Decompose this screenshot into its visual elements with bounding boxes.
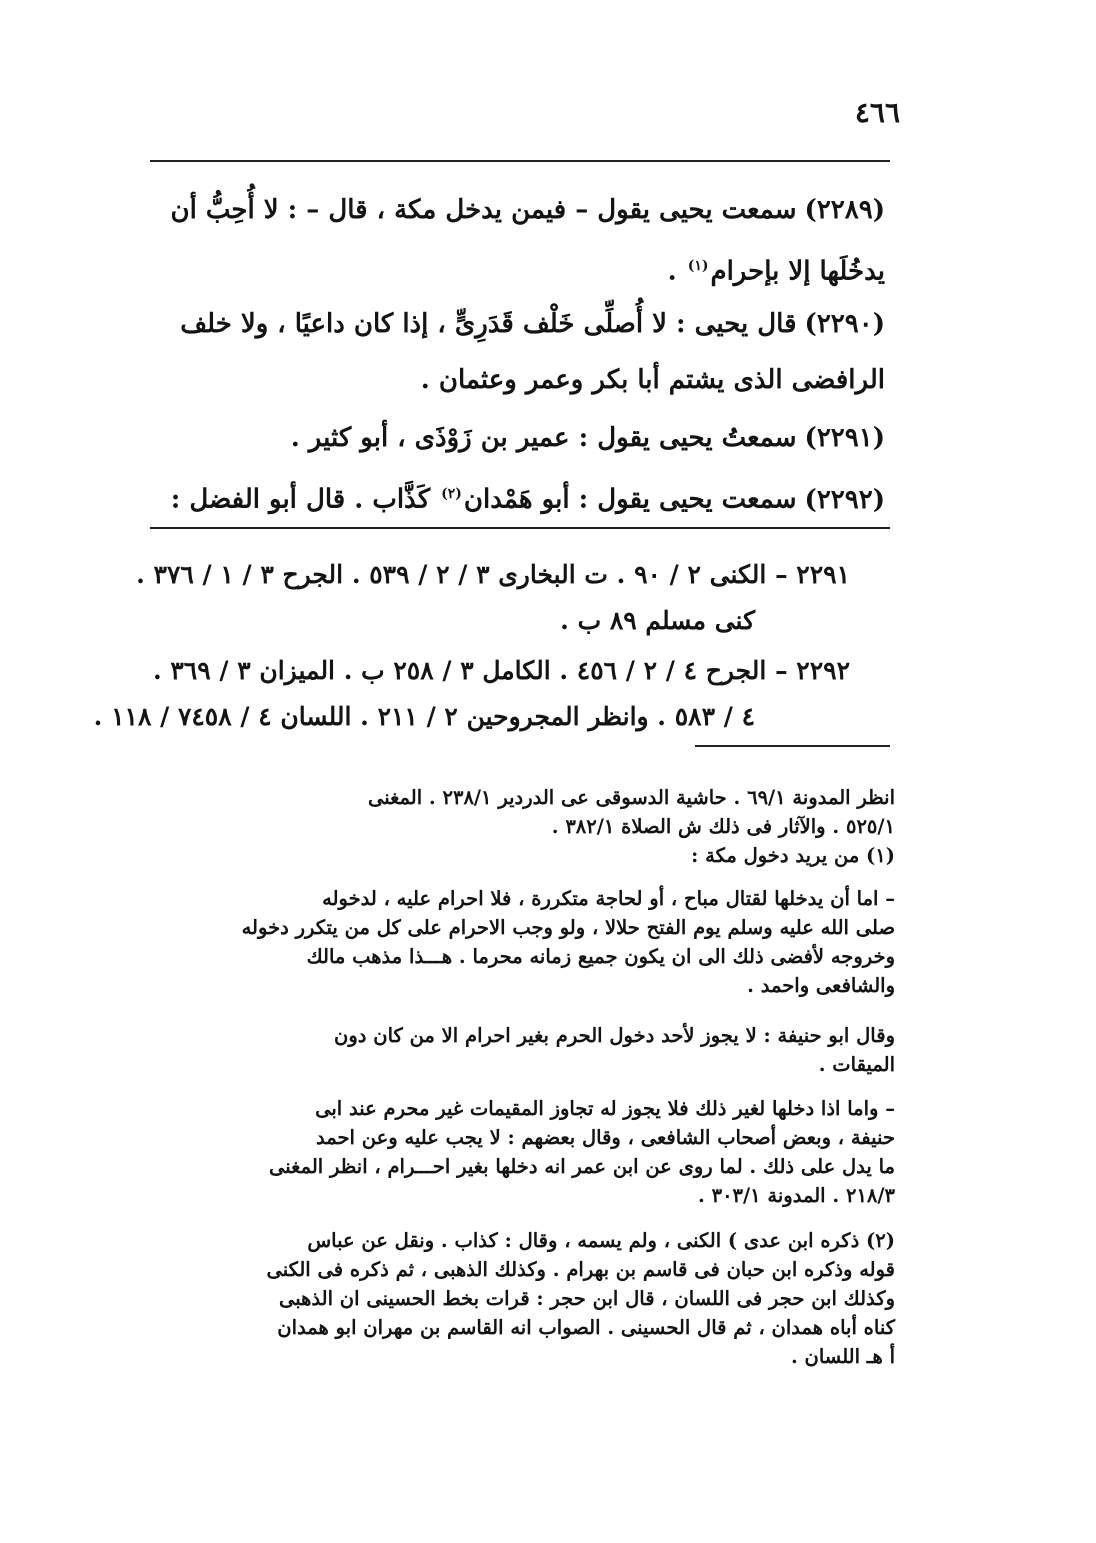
footnote-line: ٥٢٥/١ . والآثار فى ذلك ش الصلاة ٣٨٢/١ . (551, 815, 895, 838)
footnote-line: – اما أن يدخلها لقتال مباح ، أو لحاجة متكررة ، فلا احرام عليه ، لدخوله (322, 887, 895, 910)
footnote-line: – واما اذا دخلها لغير ذلك فلا يجوز له تجاوز المقيمات غير محرم عند ابى (315, 1097, 895, 1120)
footnote-line: كناه أباه همدان ، ثم قال الحسينى . الصواب انه القاسم بن مهران ابو همدان (277, 1316, 895, 1339)
footnote-line: وقال ابو حنيفة : لا يجوز لأحد دخول الحرم بغير احرام الا من كان دون (334, 1024, 895, 1047)
entry-text: كَذَّاب . قال أبو الفضل : (170, 484, 440, 515)
entry-2290 (150, 296, 885, 352)
footnote-intro (150, 783, 895, 870)
footnote-line: وكذلك ابن حجر فى اللسان ، قال ابن حجر : قرات بخط الحسينى ان الذهبى (278, 1287, 895, 1310)
footnote-line: صلى الله عليه وسلم يوم الفتح حلالا ، ولو وجب الاحرام على كل من يتكرر دخوله (241, 916, 895, 939)
entry-2290-continuation: الرافضى الذى يشتم أبا بكر وعمر وعثمان . (420, 365, 885, 395)
entry-2289 (150, 182, 885, 238)
footnote-2 (150, 1226, 895, 1371)
footnote-line: حنيفة ، وبعض أصحاب الشافعى ، وقال بعضهم : لا يجب عليه وعن احمد (315, 1126, 895, 1149)
entry-number: (٢٢٨٩) (804, 195, 885, 225)
entry-text: يدخُلَها إلا بإحرام (710, 256, 885, 287)
header-rule (150, 160, 890, 162)
source-2292: ٢٢٩٢ – الجرح ٤ / ٢ / ٤٥٦ . الكامل ٣ / ٢٥٨ ب . الميزان ٣ / ٣٦٩ . (152, 656, 850, 685)
footnote-1-paragraph-2 (150, 1021, 895, 1079)
entry-2291 (150, 410, 885, 466)
footnote-line: (٢) ذكره ابن عدى ) الكنى ، ولم يسمه ، وقال : كذاب . ونقل عن عباس (307, 1229, 895, 1252)
entry-text: سمعت يحيى يقول : أبو هَمْدان (463, 484, 797, 515)
footnote-1-heading: (١) من يريد دخول مكة : (691, 844, 895, 867)
footnote-line: الميقات . (818, 1053, 895, 1076)
entry-number: (٢٢٩١) (804, 423, 885, 453)
footnotes-rule (695, 745, 890, 747)
entry-text: قال يحيى : لا أُصلِّى خَلْف قَدَرِىٍّ ، إذا كان داعيًا ، ولا خلف (180, 309, 797, 339)
footnote-line: أ هـ اللسان . (790, 1345, 895, 1368)
source-2291-continuation: كنى مسلم ٨٩ ب . (560, 606, 755, 635)
footnote-ref-2[interactable]: (٢) (441, 486, 462, 502)
footnote-line: وخروجه لأفضى ذلك الى ان يكون جميع زمانه محرما . هـــذا مذهب مالك (306, 945, 895, 968)
source-2291: ٢٢٩١ – الكنى ٢ / ٩٠ . ت البخارى ٣ / ٢ / ٥٣٩ . الجرح ٣ / ١ / ٣٧٦ . (136, 560, 850, 589)
entry-number: (٢٢٩٠) (804, 309, 885, 339)
footnote-line: قوله وذكره ابن حبان فى قاسم بن بهرام . وكذلك الذهبى ، ثم ذكره فى الكنى (266, 1258, 895, 1281)
entry-2292 (150, 466, 885, 528)
footnote-1-paragraph-3 (150, 1094, 895, 1210)
entry-2289-continuation (150, 238, 885, 300)
footnote-ref-1[interactable]: (١) (687, 258, 709, 274)
entry-number: (٢٢٩٢) (804, 484, 885, 515)
footnote-line: انظر المدونة ٦٩/١ . حاشية الدسوقى عى الدردير ٢٣٨/١ . المغنى (367, 786, 895, 809)
entry-text: . (667, 256, 686, 287)
page-number: ٤٦٦ (854, 96, 900, 129)
entry-text: سمعتُ يحيى يقول : عمير بن زَوْذَى ، أبو كثير . (290, 423, 797, 453)
footnote-line: ما يدل على ذلك . لما روى عن ابن عمر انه دخلها بغير احـــرام ، انظر المغنى (269, 1155, 895, 1178)
footnote-1-paragraph-1 (150, 884, 895, 1000)
footnote-line: والشافعى واحمد . (747, 974, 895, 997)
entry-text: سمعت يحيى يقول – فيمن يدخل مكة ، قال – : لا أُحِبُّ أن (170, 195, 797, 225)
footnote-line: ٢١٨/٣ . المدونة ٣٠٣/١ . (698, 1184, 895, 1207)
sources-rule (150, 527, 890, 529)
source-2292-continuation: ٤ / ٥٨٣ . وانظر المجروحين ٢ / ٢١١ . اللسان ٤ / ٧٤٥٨ / ١١٨ . (93, 702, 755, 731)
